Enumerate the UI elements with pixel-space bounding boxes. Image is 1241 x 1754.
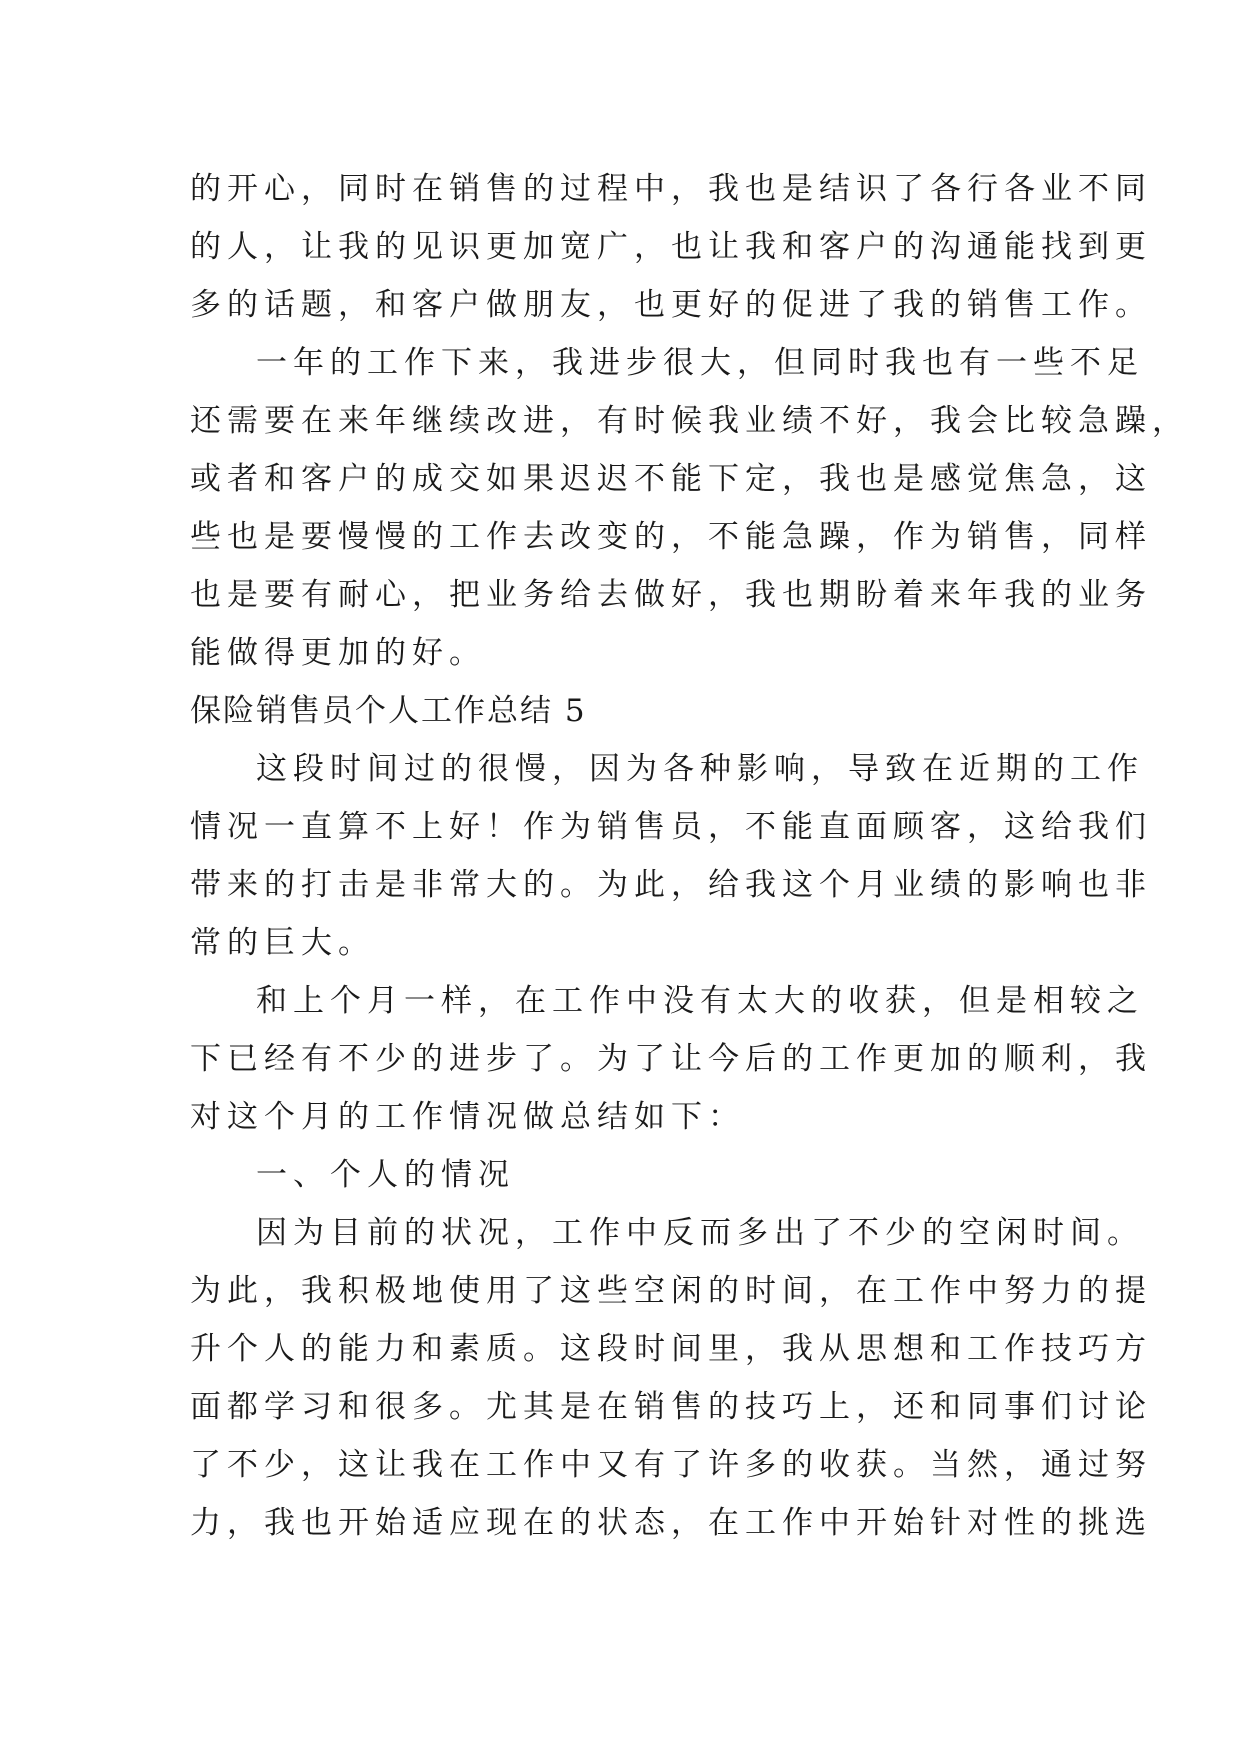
text-line: 面都学习和很多。尤其是在销售的技巧上，还和同事们讨论	[190, 1389, 1152, 1425]
section-heading: 保险销售员个人工作总结 5	[190, 693, 587, 729]
paragraph-first-line: 一年的工作下来，我进步很大，但同时我也有一些不足	[256, 345, 1144, 381]
paragraph-first-line: 和上个月一样，在工作中没有太大的收获，但是相较之	[256, 983, 1144, 1019]
text-line: 对这个月的工作情况做总结如下：	[190, 1099, 745, 1135]
text-line: 也是要有耐心，把业务给去做好，我也期盼着来年我的业务	[190, 577, 1152, 613]
text-line: 带来的打击是非常大的。为此，给我这个月业绩的影响也非	[190, 867, 1152, 903]
text-line: 的开心，同时在销售的过程中，我也是结识了各行各业不同	[190, 171, 1152, 207]
paragraph-first-line: 这段时间过的很慢，因为各种影响，导致在近期的工作	[256, 751, 1144, 787]
text-line: 为此，我积极地使用了这些空闲的时间，在工作中努力的提	[190, 1273, 1152, 1309]
subheading: 一、个人的情况	[256, 1157, 515, 1193]
text-line: 常的巨大。	[190, 925, 375, 961]
text-line: 能做得更加的好。	[190, 635, 486, 671]
text-line: 些也是要慢慢的工作去改变的，不能急躁，作为销售，同样	[190, 519, 1152, 555]
paragraph-first-line: 因为目前的状况，工作中反而多出了不少的空闲时间。	[256, 1215, 1144, 1251]
document-page	[190, 160, 1189, 1552]
text-line: 还需要在来年继续改进，有时候我业绩不好，我会比较急躁，	[190, 403, 1189, 439]
text-line: 情况一直算不上好！作为销售员，不能直面顾客，这给我们	[190, 809, 1152, 845]
text-line: 多的话题，和客户做朋友，也更好的促进了我的销售工作。	[190, 287, 1152, 323]
text-line: 下已经有不少的进步了。为了让今后的工作更加的顺利，我	[190, 1041, 1152, 1077]
text-line: 的人，让我的见识更加宽广，也让我和客户的沟通能找到更	[190, 229, 1152, 265]
text-line: 力，我也开始适应现在的状态，在工作中开始针对性的挑选	[190, 1505, 1152, 1541]
text-line: 或者和客户的成交如果迟迟不能下定，我也是感觉焦急，这	[190, 461, 1152, 497]
text-line: 了不少，这让我在工作中又有了许多的收获。当然，通过努	[190, 1447, 1152, 1483]
text-line: 升个人的能力和素质。这段时间里，我从思想和工作技巧方	[190, 1331, 1152, 1367]
